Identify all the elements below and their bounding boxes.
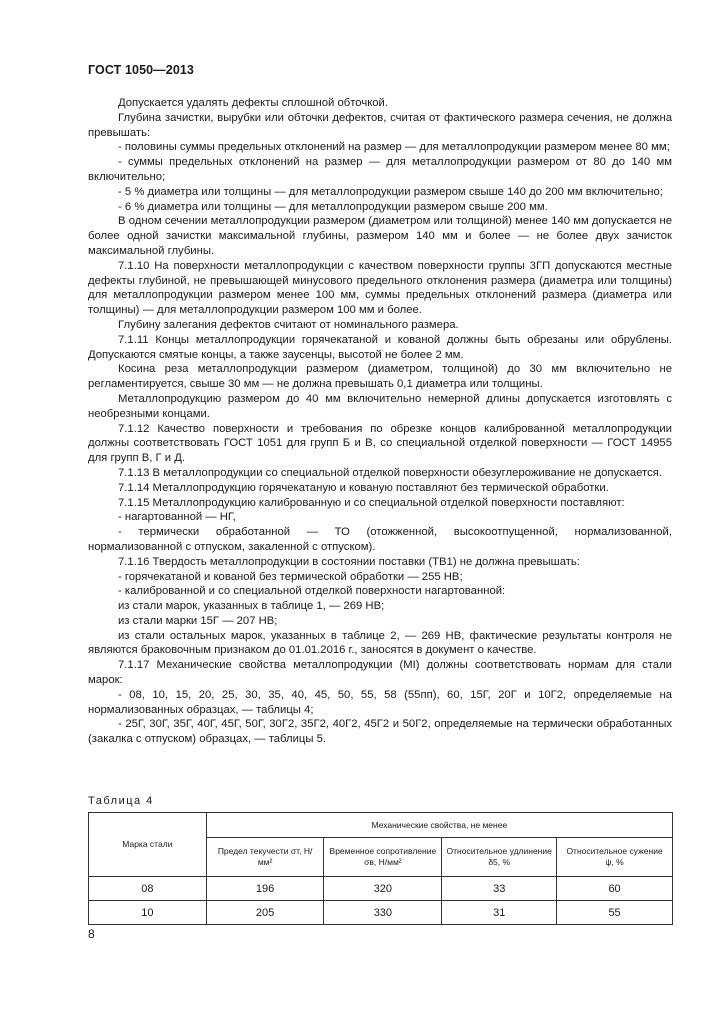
cell-reduction: 55 [557,901,673,925]
list-item: - половины суммы предельных отклонений на размер — для металлопродукции размером менее 80 мм; [118,141,670,154]
clause-7-1-12: 7.1.12 Качество поверхности и требования по обрезке концов калиброванной металлопродукции должны соответствовать ГОСТ 1051 для групп Б и В, со специальной отделкой поверхности — ГОСТ 14955 для групп В, Г и Д. [88,422,672,465]
table-row [89,877,673,901]
clause-7-1-14: 7.1.14 Металлопродукцию горячекатаную и кованую поставляют без термической обработки. [118,481,609,494]
cell-yield: 196 [206,877,324,901]
list-item: - термически обработанной — ТО (отожженной, высокоотпущенной, нормализованной, нормализованной с отпуском, закаленной с отпуском). [88,526,672,553]
header-reduction-of-area: Относительное сужение ψ, % [557,838,673,877]
header-yield-strength: Предел текучести σт, Н/мм² [206,838,324,877]
table-caption: Таблица 4 [88,795,154,807]
cell-tensile: 320 [324,877,442,901]
clause-7-1-16: 7.1.16 Твердость металлопродукции в состоянии поставки (ТВ1) не должна превышать: [118,555,580,568]
list-item: - нагартованной — НГ, [118,511,236,524]
cell-reduction: 60 [557,877,673,901]
paragraph: Глубина зачистки, вырубки или обточки дефектов, считая от фактического размера сечения, не должна превышать: [88,111,672,139]
list-item: - 6 % диаметра или толщины — для металлопродукции размером свыше 200 мм. [118,200,548,213]
table-row [89,901,673,925]
list-item: - 08, 10, 15, 20, 25, 30, 35, 40, 45, 50, 55, 58 (55пп), 60, 15Г, 20Г и 10Г2, определяемые на нормализованных образцах, — таблицы 4; [88,688,672,716]
paragraph: из стали марок, указанных в таблице 1, — 269 НВ; [118,600,385,613]
cell-grade: 08 [89,877,207,901]
paragraph: Допускается удалять дефекты сплошной обточкой. [118,97,389,109]
paragraph: из стали марки 15Г — 207 НВ; [118,614,278,627]
clause-7-1-15: 7.1.15 Металлопродукцию калиброванную и со специальной отделкой поверхности поставляют: [118,496,625,509]
paragraph: из стали остальных марок, указанных в таблице 2, — 269 НВ, фактические результаты контроля не являются браковочным признаком до 01.01.2016 г., заносятся в документ о качестве. [88,629,672,657]
paragraph: Металлопродукцию размером до 40 мм включительно немерной длины допускается изготовлять с необрезными концами. [88,392,672,420]
list-item: - горячекатаной и кованой без термической обработки — 255 НВ; [118,570,463,583]
header-steel-grade: Марка стали [89,813,207,877]
cell-elongation: 31 [442,901,557,925]
list-item: - суммы предельных отклонений на размер — для металлопродукции размером от 80 до 140 мм включительно; [88,156,672,183]
paragraph: Косина реза металлопродукции размером (диаметром, толщиной) до 30 мм включительно не регламентируется, свыше 30 мм — не должна превышать 0,1 диаметра или толщины. [88,363,672,391]
list-item: - калиброванной и со специальной отделкой поверхности нагартованной: [118,585,506,598]
page-number: 8 [88,927,95,941]
body-text [88,96,672,747]
cell-elongation: 33 [442,877,557,901]
paragraph: Глубину залегания дефектов считают от номинального размера. [118,318,459,331]
clause-7-1-13: 7.1.13 В металлопродукции со специальной отделкой поверхности обезуглероживание не допускается. [118,466,662,479]
clause-7-1-17: 7.1.17 Механические свойства металлопродукции (МI) должны соответствовать нормам для стали марок: [88,659,672,687]
standard-header: ГОСТ 1050—2013 [88,63,194,77]
header-mechanical-properties: Механические свойства, не менее [206,813,672,838]
paragraph: В одном сечении металлопродукции размером (диаметром или толщиной) менее 140 мм допускается не более одной зачистки максимальной глубины, размером 140 мм и более — не более двух зачисток максимальной глубины. [88,215,672,257]
clause-7-1-11: 7.1.11 Концы металлопродукции горячекатаной и кованой должны быть обрезаны или обрублены. Допускаются смятые концы, а также заусенцы, высотой не более 2 мм. [88,333,672,361]
list-item: - 25Г, 30Г, 35Г, 40Г, 45Г, 50Г, 30Г2, 35Г2, 40Г2, 45Г2 и 50Г2, определяемые на термически обработанных (закалка с отпуском) образцах, — таблицы 5. [88,718,672,746]
clause-7-1-10: 7.1.10 На поверхности металлопродукции с качеством поверхности группы 3ГП допускаются местные дефекты глубиной, не превышающей минусового предельного отклонения размера (диаметра или толщины) для металлопродукции размером менее 100 мм, суммы предельных отклонений размера (диаметра или толщины) — для металлопродукции размером 100 мм и более. [88,259,672,317]
header-tensile-strength: Временное сопротивление σв, Н/мм² [324,838,442,877]
cell-tensile: 330 [324,901,442,925]
cell-grade: 10 [89,901,207,925]
cell-yield: 205 [206,901,324,925]
list-item: - 5 % диаметра или толщины — для металлопродукции размером свыше 140 до 200 мм включительно; [118,185,663,198]
mechanical-properties-table [88,812,673,925]
header-elongation: Относительное удлинение δ5, % [442,838,557,877]
